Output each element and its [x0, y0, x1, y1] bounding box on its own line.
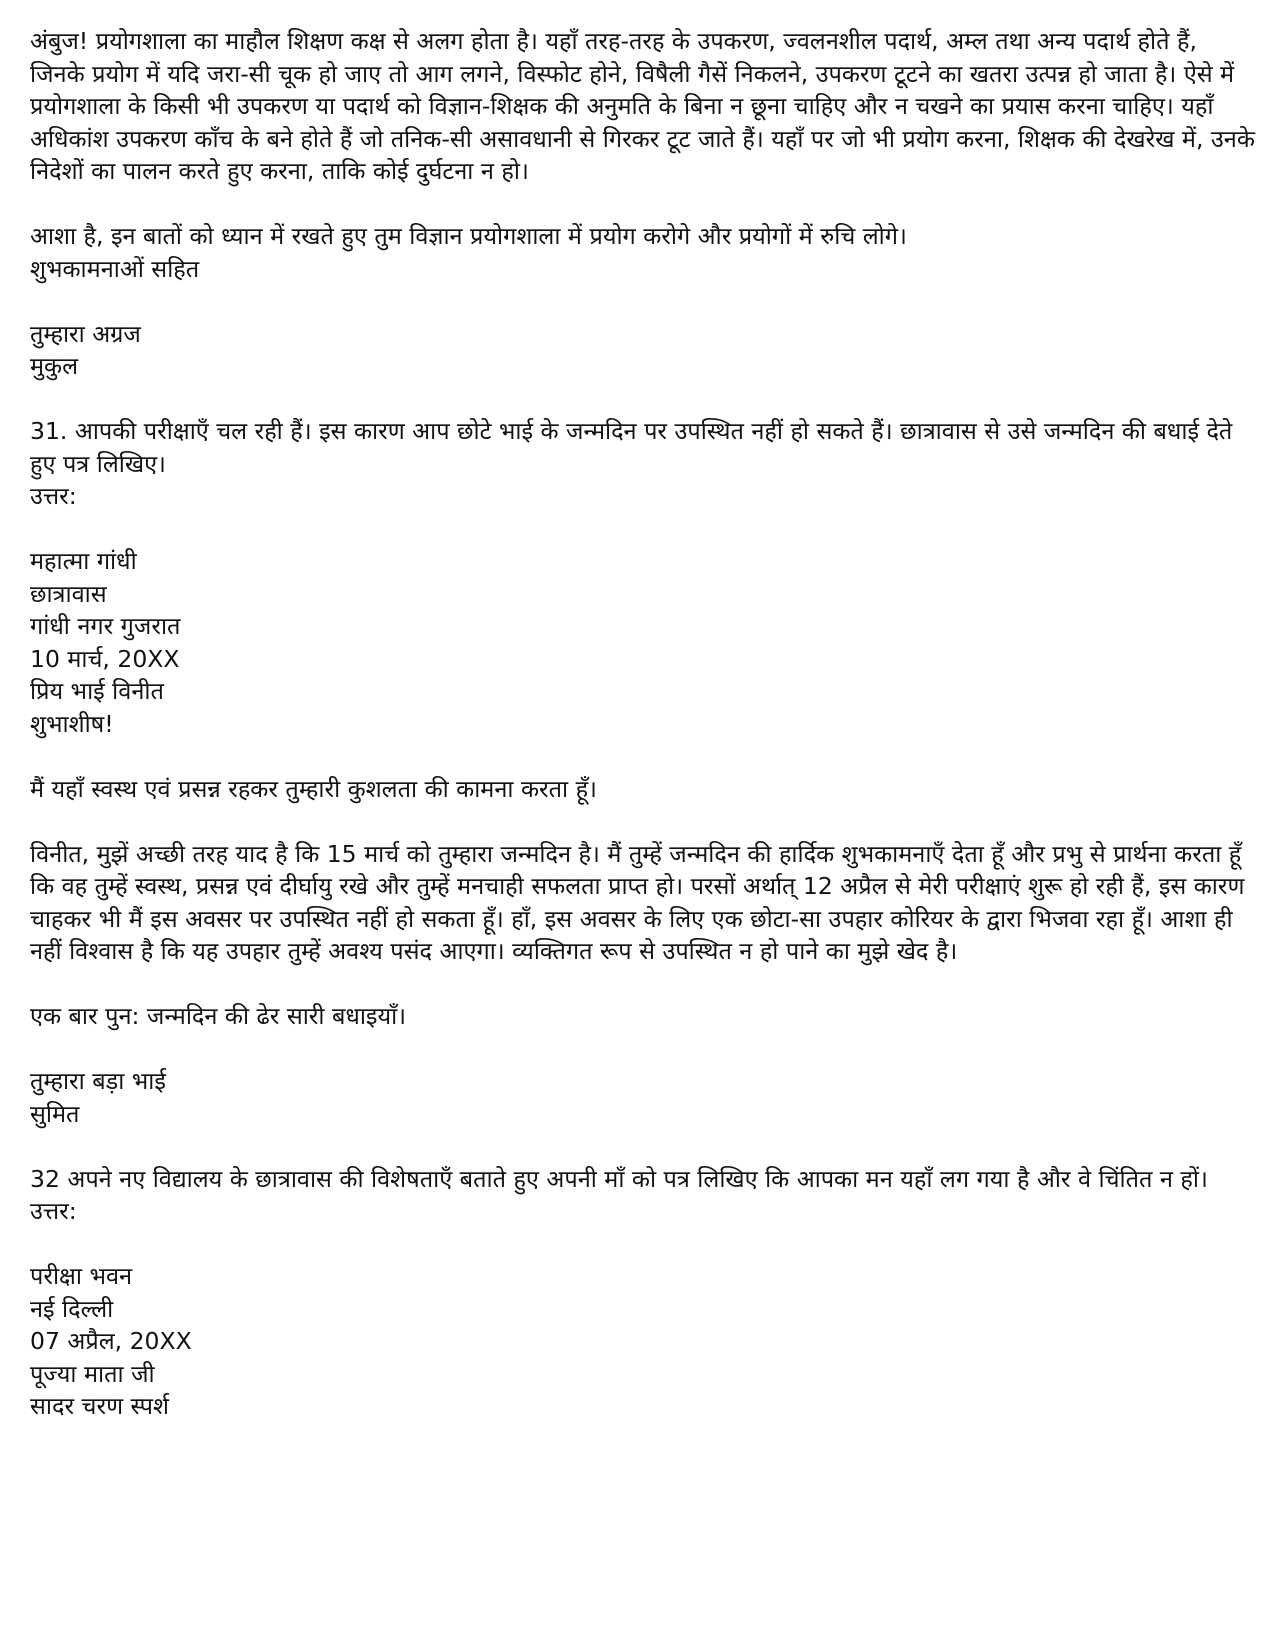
salutation: पूज्या माता जी [30, 1359, 155, 1388]
sender-address-line: परीक्षा भवन [30, 1262, 133, 1290]
question-31: 31. आपकी परीक्षाएँ चल रही हैं। इस कारण आप छोटे भाई के जन्मदिन पर उपस्थित नहीं हो सकते हैं। छात्रावास से उसे जन्मदिन की बधाई देते हुए पत्र लिखिए। [30, 417, 1233, 478]
spacer [30, 1228, 1255, 1261]
spacer [30, 740, 1255, 773]
letter-paragraph: विनीत, मुझें अच्छी तरह याद है कि 15 मार्च को तुम्हारा जन्मदिन है। मैं तुम्हें जन्मदिन की हार्दिक शुभकामनाएँ देता हूँ और प्रभु से प्रार्थना करता हूँ कि वह तुम्हें स्वस्थ, प्रसन्न एवं दीर्घायु रखे और तुम्हें मनचाही सफलता प्राप्त हो। परसों अर्थात् 12 अप्रैल से मेरी परीक्षाएं शुरू हो रही हैं, इस कारण चाहकर भी मैं इस अवसर पर उपस्थित नहीं हो सकता हूँ। हाँ, इस अवसर के लिए एक छोटा-सा उपहार कोरियर के द्वारा भिजवा रहा हूँ। आशा ही नहीं विश्वास है कि यह उपहार तुम्हें अवश्य पसंद आएगा। व्यक्तिगत रूप से उपस्थित न हो पाने का मुझे खेद है। [30, 839, 1245, 965]
sender-address-line: छात्रावास [30, 579, 107, 608]
document-page [30, 25, 1255, 1423]
salutation: प्रिय भाई विनीत [30, 677, 164, 705]
sender-address-line: गांधी नगर गुजरात [30, 612, 181, 640]
question-32: 32 अपने नए विद्यालय के छात्रावास की विशेषताएँ बताते हुए अपनी माँ को पत्र लिखिए कि आपका मन यहाँ लग गया है और वे चिंतित न हों। [30, 1164, 1208, 1193]
spacer [30, 383, 1255, 416]
letter-date: 10 मार्च, 20XX [30, 644, 180, 673]
spacer [30, 513, 1255, 546]
spacer [30, 1033, 1255, 1066]
closing-line: शुभकामनाओं सहित [30, 254, 200, 283]
greeting: सादर चरण स्पर्श [30, 1392, 169, 1420]
spacer [30, 1130, 1255, 1163]
signature-relation: तुम्हारा अग्रज [30, 319, 141, 348]
letter-paragraph: मैं यहाँ स्वस्थ एवं प्रसन्न रहकर तुम्हारी कुशलता की कामना करता हूँ। [30, 774, 597, 803]
spacer [30, 188, 1255, 221]
spacer [30, 285, 1255, 318]
signature-name: सुमित [30, 1099, 80, 1128]
paragraph-hope: आशा है, इन बातों को ध्यान में रखते हुए तुम विज्ञान प्रयोगशाला में प्रयोग करोगे और प्रयोगों में रुचि लोगे। [30, 222, 907, 250]
signature-relation: तुम्हारा बड़ा भाई [30, 1067, 166, 1095]
letter-paragraph: एक बार पुन: जन्मदिन की ढेर सारी बधाइयाँ। [30, 1002, 407, 1030]
answer-label: उत्तर: [30, 482, 77, 510]
spacer [30, 805, 1255, 838]
sender-address-line: महात्मा गांधी [30, 547, 137, 575]
answer-label: उत्तर: [30, 1197, 77, 1225]
paragraph-lab-safety: अंबुज! प्रयोगशाला का माहौल शिक्षण कक्ष से अलग होता है। यहाँ तरह-तरह के उपकरण, ज्वलनशील पदार्थ, अम्ल तथा अन्य पदार्थ होते हैं, जिनके प्रयोग में यदि जरा-सी चूक हो जाए तो आग लगने, विस्फोट होने, विषैली गैसें निकलने, उपकरण टूटने का खतरा उत्पन्न हो जाता है। ऐसे में प्रयोगशाला के किसी भी उपकरण या पदार्थ को विज्ञान-शिक्षक की अनुमति के बिना न छूना चाहिए और न चखने का प्रयास करना चाहिए। यहाँ अधिकांश उपकरण काँच के बने होते हैं जो तनिक-सी असावधानी से गिरकर टूट जाते हैं। यहाँ पर जो भी प्रयोग करना, शिक्षक की देखरेख में, उनके निदेशों का पालन करते हुए करना, ताकि कोई दुर्घटना न हो। [30, 27, 1255, 185]
greeting: शुभाशीष! [30, 709, 114, 738]
spacer [30, 968, 1255, 1001]
letter-date: 07 अप्रैल, 20XX [30, 1327, 192, 1355]
sender-address-line: नई दिल्ली [30, 1294, 114, 1323]
signature-name: मुकुल [30, 352, 79, 380]
